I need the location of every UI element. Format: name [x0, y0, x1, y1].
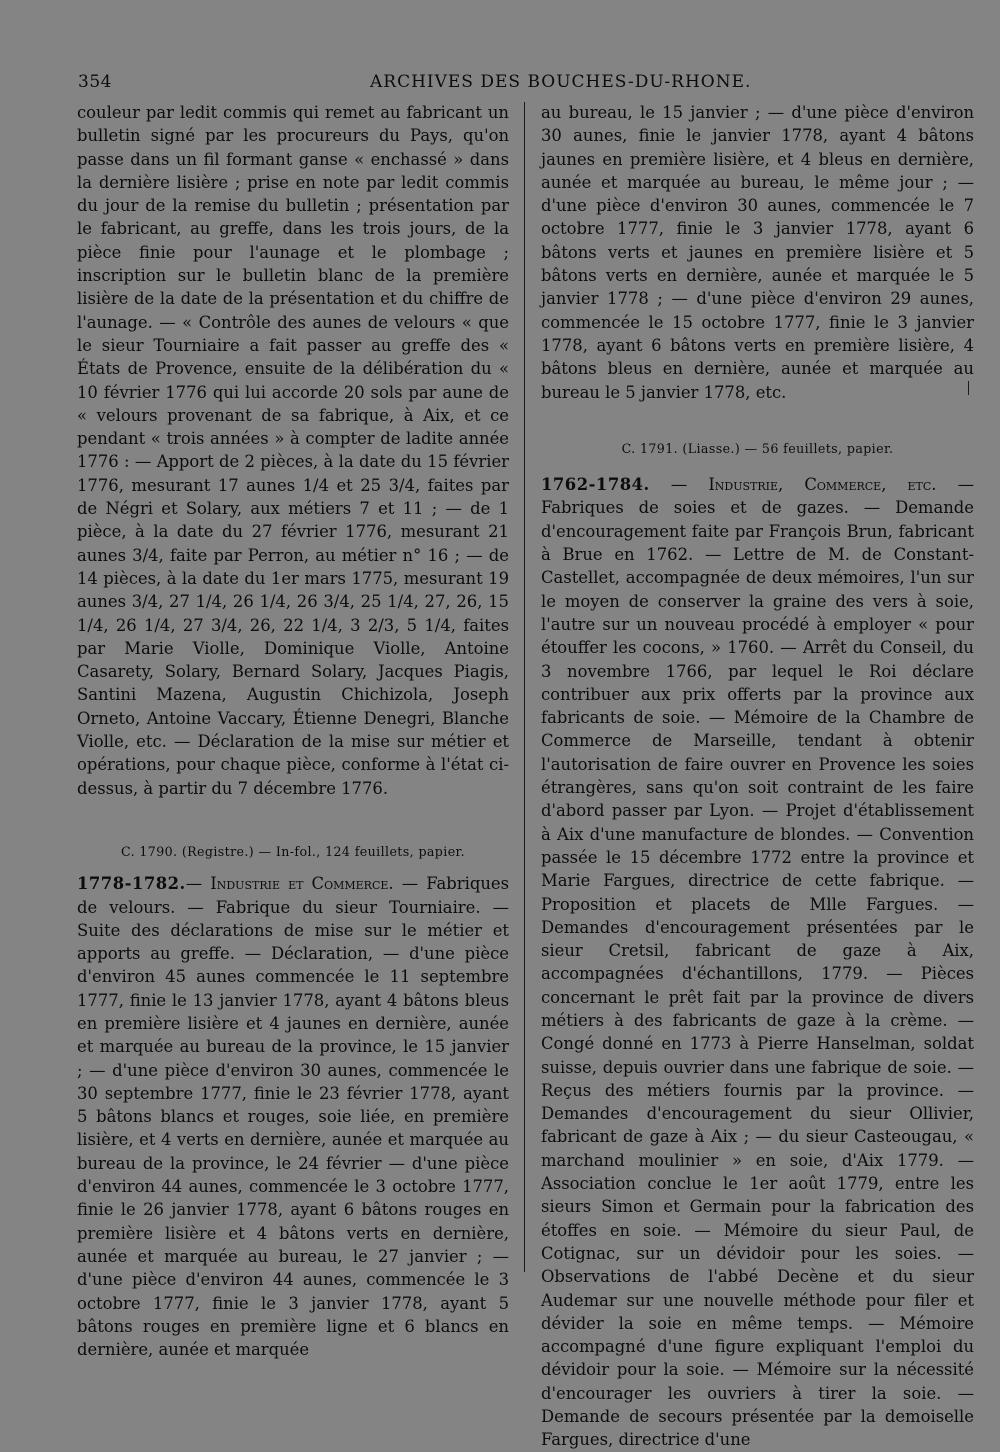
- column-divider: [524, 102, 525, 1272]
- cote-c1791: C. 1791. (Liasse.) — 56 feuillets, papier.: [621, 440, 894, 456]
- entry-date: 1762-1784.: [541, 475, 650, 495]
- entry-heading: — Industrie, Commerce, etc.: [649, 475, 937, 495]
- left-paragraph-continued: couleur par ledit commis qui remet au fabricant un bulletin signé par les procureurs du Pays, qu'on passe dans un fil formant ganse « enchassé » dans la dernière lisière ; prise en note par ledit commis du jour de la remise du bulletin ; présentation par le fabricant, au greffe, dans les trois jours, de la pièce finie pour l'aunage et le plombage ; inscription sur le bulletin blanc de la première lisière de la date de la présentation et du chiffre de l'aunage. — « Contrôle des aunes de velours « que le sieur Tourniaire a fait passer au greffe des « États de Provence, ensuite de la délibération du « 10 février 1776 qui lui accorde 20 sols par aune de « velours provenant de sa fabrique, à Aix, et ce pendant « trois années » à compter de ladite année 1776 : — Apport de 2 pièces, à la date du 15 février 1776, mesurant 17 aunes 1/4 et 25 3/4, faites par de Négri et Solary, aux métiers 7 et 11 ; — de 1 pièce, à la date du 27 février 1776, mesurant 21 aunes 3/4, faite par Perron, au métier n° 16 ; — de 14 pièces, à la date du 1er mars 1775, mesurant 19 aunes 3/4, 27 1/4, 26 1/4, 26 3/4, 25 1/4, 27, 26, 15 1/4, 26 1/4, 27 3/4, 26, 22 1/4, 3 2/3, 5 1/4, faites par Marie Violle, Dominique Violle, Antoine Casarety, Solary, Bernard Solary, Jacques Piagis, Santini Mazena, Augustin Chichizola, Joseph Orneto, Antoine Vaccary, Étienne Denegri, Blanche Violle, etc. — Déclaration de la mise sur métier et opérations, pour chaque pièce, conforme à l'état ci-dessus, à partir du 7 décembre 1776.: [77, 103, 509, 798]
- entry-text: — Fabriques de velours. — Fabrique du sieur Tourniaire. — Suite des déclarations de mise sur le métier et apports au greffe. — Déclaration, — d'une pièce d'environ 45 aunes commencée le 11 septembre 1777, finie le 13 janvier 1778, ayant 4 bâtons bleus en première lisière et 4 jaunes en dernière, aunée et marquée au bureau de la province, le 15 janvier ; — d'une pièce d'environ 30 aunes, commencée le 30 septembre 1777, finie le 23 février 1778, ayant 5 bâtons blancs et rouges, soie liée, en première lisière, et 4 verts en dernière, aunée et marquée au bureau de la province, le 24 février — d'une pièce d'environ 44 aunes, commencée le 3 octobre 1777, finie le 26 janvier 1778, ayant 6 bâtons rouges en première lisière et 4 bâtons verts en dernière, aunée et marquée au bureau, le 27 janvier ; — d'une pièce d'environ 44 aunes, commencée le 3 octobre 1777, finie le 3 janvier 1778, ayant 5 bâtons rouges en première ligne et 6 blancs en dernière, aunée et marquée: [77, 874, 509, 1360]
- entry-c1791: [541, 473, 974, 1451]
- entry-heading: — Industrie et Commerce.: [185, 874, 394, 894]
- entry-c1790: [77, 872, 509, 1361]
- running-title: ARCHIVES DES BOUCHES-DU-RHONE.: [370, 72, 752, 92]
- right-column: [541, 101, 974, 1452]
- entry-date: 1778-1782.: [77, 874, 186, 894]
- right-paragraph-continued: au bureau, le 15 janvier ; — d'une pièce d'environ 30 aunes, finie le janvier 1778, ayant 4 bâtons jaunes en première lisière, et 4 bleus en dernière, aunée et marquée au bureau, le même jour ; — d'une pièce d'environ 30 aunes, commencée le 7 octobre 1777, finie le 3 janvier 1778, ayant 6 bâtons verts et jaunes en première lisière et 5 bâtons verts en dernière, aunée et marquée le 5 janvier 1778 ; — d'une pièce d'environ 29 aunes, commencée le 15 octobre 1777, finie le 3 janvier 1778, ayant 6 bâtons verts en première lisière, 4 bâtons bleus en dernière, aunée et marquée au bureau le 5 janvier 1778, etc.: [541, 103, 974, 402]
- left-column: [77, 101, 509, 1361]
- page-number: 354: [78, 72, 112, 92]
- entry-text: — Fabriques de soies et de gazes. — Demande d'encouragement faite par François Brun, fabricant à Brue en 1762. — Lettre de M. de Constant-Castellet, accompagnée de deux mémoires, l'un sur le moyen de conserver la graine des vers à soie, l'autre sur un nouveau procédé à employer « pour étouffer les cocons, » 1760. — Arrêt du Conseil, du 3 novembre 1766, par lequel le Roi déclare contribuer aux prix offerts par la province aux fabricants de soie. — Mémoire de la Chambre de Commerce de Marseille, tendant à obtenir l'autorisation de faire ouvrer en Provence les soies étrangères, sans qu'on soit contraint de les faire d'abord passer par Lyon. — Projet d'établissement à Aix d'une manufacture de blondes. — Convention passée le 15 décembre 1772 entre la province et Marie Fargues, directrice de cette fabrique. — Proposition et placets de Mlle Fargues. — Demandes d'encouragement présentées par le sieur Cretsil, fabricant de gaze à Aix, accompagnées d'échantillons, 1779. — Pièces concernant le prêt fait par la province de divers métiers à des fabricants de gaze à la crème. — Congé donné en 1773 à Pierre Hanselman, soldat suisse, depuis ouvrier dans une fabrique de soie. — Reçus des métiers fournis par la province. — Demandes d'encouragement du sieur Ollivier, fabricant de gaze à Aix ; — du sieur Casteougau, « marchand moulinier » en soie, d'Aix 1779. — Association conclue le 1er août 1779, entre les sieurs Simon et Germain pour la fabrication des étoffes en soie. — Mémoire du sieur Paul, de Cotignac, sur un dévidoir pour les soies. — Observations de l'abbé Decène et du sieur Audemar sur une nouvelle méthode pour filer et dévider la soie en même temps. — Mémoire accompagné d'une figure expliquant l'emploi du dévidoir pour la soie. — Mémoire sur la nécessité d'encourager les ouvriers à tirer la soie. — Demande de secours présentée par la demoiselle Fargues, directrice d'une: [541, 475, 974, 1450]
- cote-c1790: C. 1790. (Registre.) — In-fol., 124 feuillets, papier.: [120, 843, 465, 859]
